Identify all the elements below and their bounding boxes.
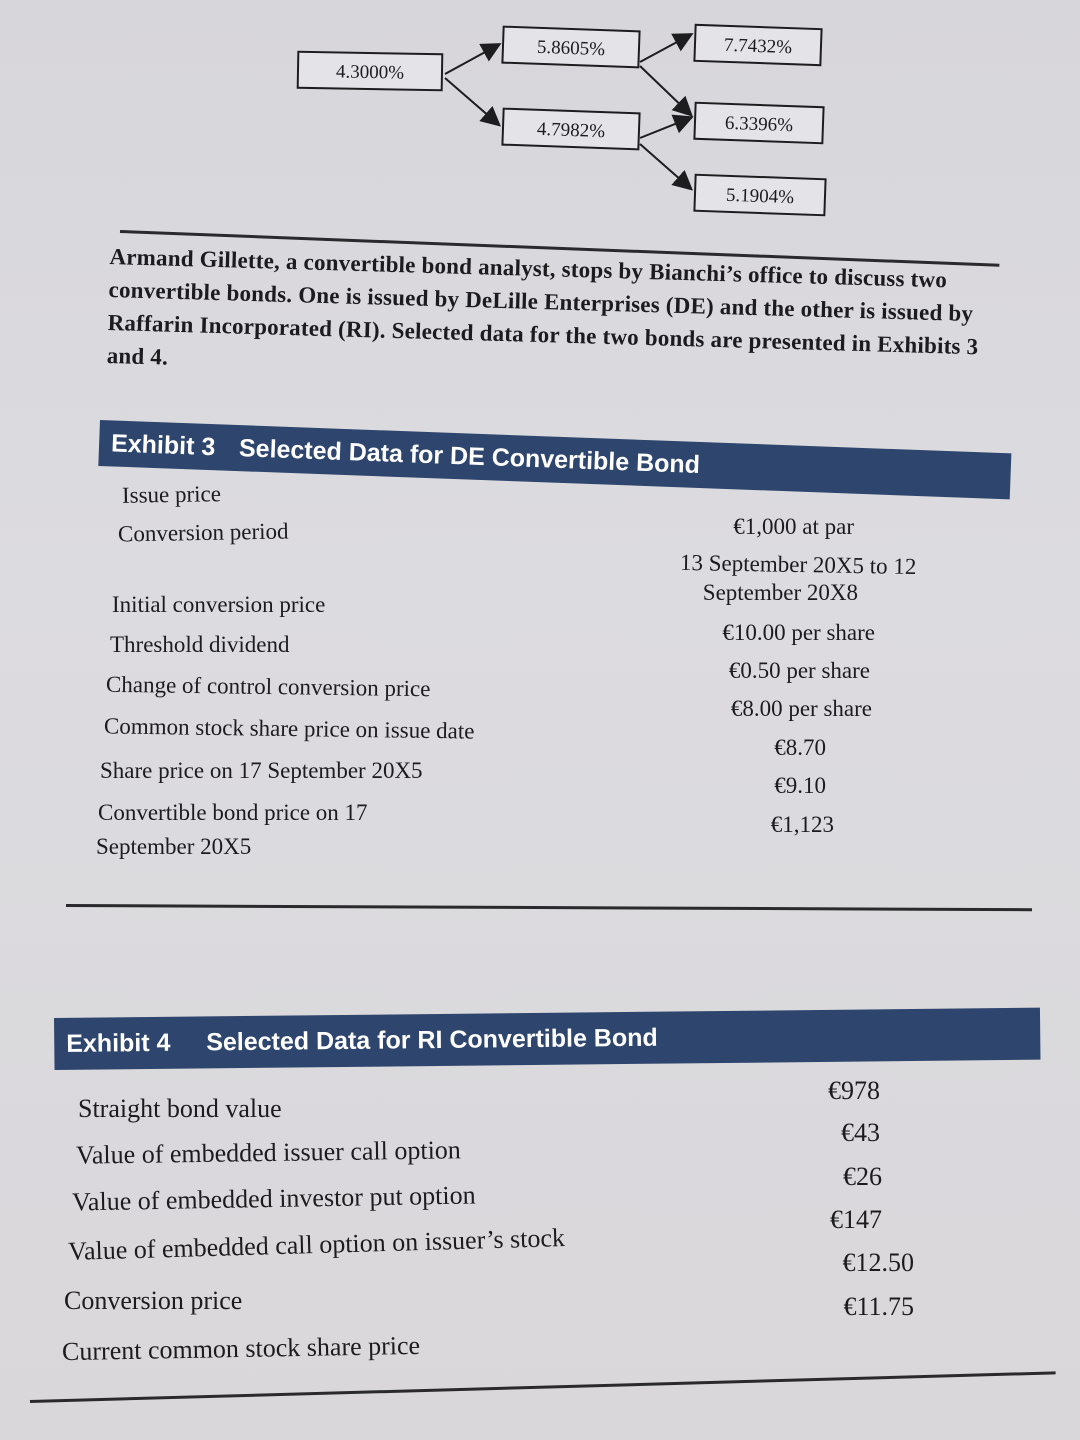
ex3-label-bond-price-17-sep-line2: September 20X5 <box>96 834 252 859</box>
ex3-value-conversion-period: 13 September 20X5 to 12 <box>679 549 917 580</box>
branch-down-down <box>640 144 690 188</box>
ex3-value-change-of-control-price: €8.00 per share <box>730 696 872 721</box>
ex3-label-share-price-17-sep: Share price on 17 September 20X5 <box>100 758 423 783</box>
ex3-value-issue-price: €1,000 at par <box>733 514 854 539</box>
ex3-value-initial-conversion-price: €10.00 per share <box>722 620 875 645</box>
ex3-value-share-price-issue-date: €8.70 <box>774 735 826 760</box>
intro-paragraph <box>106 240 1009 397</box>
ex3-label-issue-price: Issue price <box>121 481 222 508</box>
branch-down-up <box>640 118 690 138</box>
ex4-value-call-option-on-stock: €147 <box>830 1205 882 1234</box>
section-divider-bottom <box>30 1371 1056 1403</box>
ex3-value-bond-price-17-sep: €1,123 <box>770 812 834 837</box>
branch-up-up <box>640 35 690 62</box>
tree-node-year2-down: 5.1904% <box>693 174 826 217</box>
interest-rate-tree <box>0 0 1080 240</box>
ex4-label-call-option-on-stock: Value of embedded call option on issuer’s stock <box>67 1223 566 1266</box>
ex4-value-investor-put-option: €26 <box>843 1162 882 1191</box>
ex3-value-threshold-dividend: €0.50 per share <box>728 658 870 683</box>
ex4-value-straight-bond-value: €978 <box>828 1076 880 1105</box>
exhibit-4-number: Exhibit 4 <box>66 1028 171 1058</box>
exhibit-3-header <box>98 420 1011 499</box>
tree-node-root: 4.3000% <box>297 51 444 92</box>
branch-root-up <box>445 45 498 74</box>
ex4-label-current-share-price: Current common stock share price <box>61 1330 421 1367</box>
ex4-label-straight-bond-value: Straight bond value <box>78 1094 282 1123</box>
ex3-label-conversion-period: Conversion period <box>117 518 289 547</box>
tree-node-year2-mid: 6.3396% <box>693 102 824 145</box>
ex3-label-change-of-control-price: Change of control conversion price <box>105 671 431 702</box>
tree-node-year1-up: 5.8605% <box>501 26 640 69</box>
tree-node-year2-up: 7.7432% <box>693 24 822 66</box>
ex4-value-current-share-price: €11.75 <box>843 1292 914 1321</box>
exhibit-4-header <box>54 1008 1040 1070</box>
ex3-label-initial-conversion-price: Initial conversion price <box>112 592 326 617</box>
ex4-label-issuer-call-option: Value of embedded issuer call option <box>75 1135 462 1170</box>
ex3-value-share-price-17-sep: €9.10 <box>774 773 826 798</box>
branch-up-down <box>640 66 690 114</box>
section-divider-middle <box>66 904 1032 911</box>
ex3-label-threshold-dividend: Threshold dividend <box>110 632 290 657</box>
ex4-value-conversion-price: €12.50 <box>842 1248 914 1277</box>
ex3-label-share-price-issue-date: Common stock share price on issue date <box>103 713 475 744</box>
tree-node-year1-down: 4.7982% <box>501 108 640 151</box>
exhibit-3-title: Selected Data for DE Convertible Bond <box>238 434 701 480</box>
ex4-value-issuer-call-option: €43 <box>841 1118 880 1147</box>
intro-text: Armand Gillette, a convertible bond analyst, stops by Bianchi’s office to discuss two convertible bonds. One is issued by DeLille Enterprises (DE) and the other is issued by Raffarin Incorporated (RI). Selected data for the two bonds are presented in Exhibits 3 and 4. <box>106 243 979 370</box>
branch-root-down <box>445 78 498 124</box>
ex3-value-conversion-period-line2: September 20X8 <box>702 580 858 605</box>
ex4-label-investor-put-option: Value of embedded investor put option <box>71 1180 476 1217</box>
exhibit-4-title: Selected Data for RI Convertible Bond <box>206 1023 658 1057</box>
ex3-label-bond-price-17-sep: Convertible bond price on 17 <box>98 800 368 825</box>
exhibit-3-number: Exhibit 3 <box>110 429 216 462</box>
ex4-label-conversion-price: Conversion price <box>64 1286 243 1315</box>
